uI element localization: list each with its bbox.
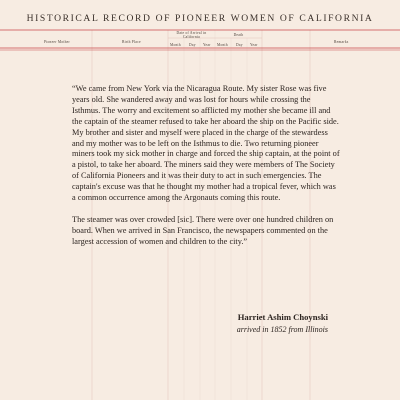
column-date-of-arrival: Date of Arrival in California	[176, 31, 207, 39]
signature-arrival: arrived in 1852 from Illinois	[236, 325, 328, 334]
column-death: Death	[233, 33, 244, 37]
page-title: HISTORICAL RECORD OF PIONEER WOMEN OF CALIFORNIA	[26, 13, 374, 24]
column-arrival-month: Month	[170, 43, 181, 47]
column-birth-place: Birth Place	[122, 40, 141, 44]
column-death-year: Year	[250, 43, 258, 47]
pioneer-testimony	[72, 84, 340, 259]
signature-name: Harriet Ashim Choynski	[237, 312, 328, 322]
column-death-month: Month	[217, 43, 228, 47]
testimony-paragraph-1: “We came from New York via the Nicaragua Route. My sister Rose was five years old. She wandered away and was lost for hours while crossing the Isthmus. The worry and excitement so afflicted my mother she became ill and the captain of the steamer refused to take her aboard the ship on the Pacific side. My brother and sister and myself were placed in the charge of the stewardess and my mother was to be left on the Isthmus to die. Two returning pioneer miners took my sick mother in charge and forced the ship captain, at the point of a pistol, to take her aboard. The miners said they were members of The Society of California Pioneers and it was their duty to act in such emergencies. The captain's excuse was that he thought my mother had a tropical fever, which was a common occurrence among the Argonauts coming this route.	[72, 84, 340, 203]
column-death-day: Day	[236, 43, 243, 47]
column-arrival-day: Day	[189, 43, 196, 47]
column-pioneer-mother: Pioneer Mother	[44, 40, 70, 44]
column-remarks: Remarks	[334, 40, 349, 44]
column-arrival-year: Year	[203, 43, 211, 47]
testimony-paragraph-2: The steamer was over crowded [sic]. There were over one hundred children on board. When we arrived in San Francisco, the newspapers commented on the largest accession of women and children to the city.”	[72, 214, 334, 246]
